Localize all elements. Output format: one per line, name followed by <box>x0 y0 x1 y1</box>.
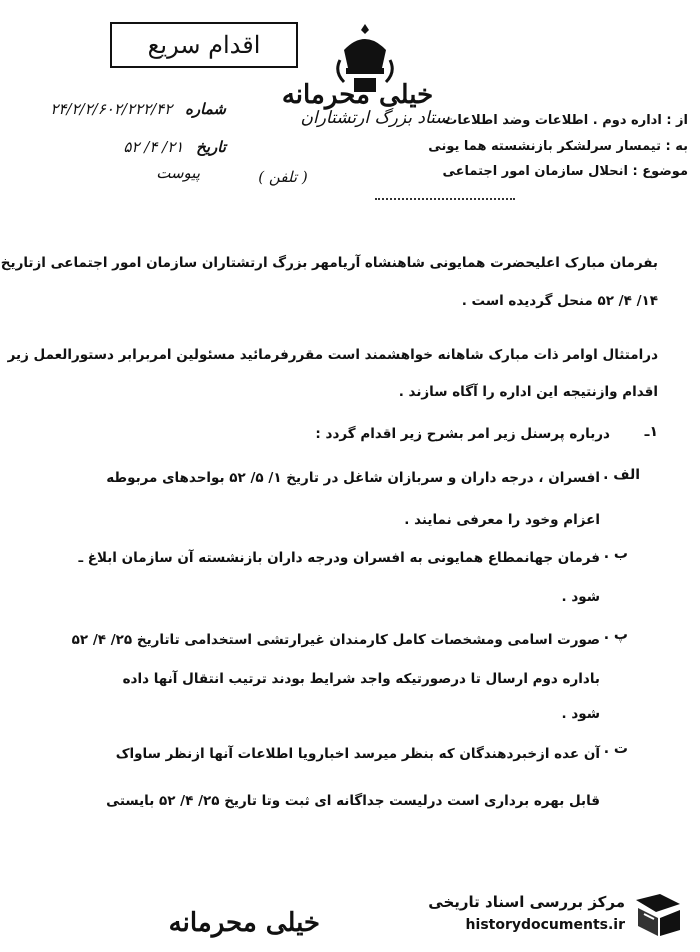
archive-url: historydocuments.ir <box>465 917 625 933</box>
date-value: ۲۱/ ۴/ ۵۲ <box>123 138 184 156</box>
clause-a-line-2: اعزام وخود را معرفی نمایند . <box>404 512 600 528</box>
clause-p-mark: پ . <box>603 627 628 643</box>
clause-a-line-1: افسران ، درجه داران و سربازان شاغل در تاریخ ۱/ ۵/ ۵۲ بواحدهای مربوطه <box>106 470 600 486</box>
clause-a-mark: الف . <box>603 467 640 483</box>
paragraph-2-line-1: درامتثال اوامر ذات مبارک شاهانه خواهشمند است مقررفرمائید مسئولین امربرابر دستورالعمل زیر <box>7 347 658 363</box>
clause-p-line-1: صورت اسامی ومشخصات کامل کارمندان غیرارتشی استخدامی تاتاریخ ۲۵/ ۴/ ۵۲ <box>71 632 600 648</box>
date-label: تاریخ <box>196 138 226 156</box>
phone-label: ( تلفن ) <box>258 168 308 186</box>
clause-t-line-2: قابل بهره برداری است درلیست جداگانه ای ثبت وتا تاریخ ۲۵/ ۴/ ۵۲ بایستی <box>106 793 600 809</box>
to-line: به : تیمسار سرلشکر بازنشسته هما یونی <box>428 139 688 154</box>
header-divider <box>375 198 515 200</box>
clause-b-line-1: فرمان جهانمطاع همایونی به افسران ودرجه داران بازنشسته آن سازمان ابلاغ ـ <box>78 550 600 566</box>
item-1-number: ۱ـ <box>644 424 658 440</box>
paragraph-1-line-1: بفرمان مبارک اعلیحضرت همایونی شاهنشاه آریامهر بزرگ ارتشتاران سازمان امور اجتماعی ازتاریخ <box>0 255 658 271</box>
from-line: از : اداره دوم . اطلاعات وضد اطلاعات <box>444 113 688 128</box>
paragraph-1-line-2: ۱۴/ ۴/ ۵۲ منحل گردیده است . <box>461 293 658 309</box>
letter-date-line <box>30 138 226 156</box>
number-value: ۲۴/۲/۲/۶۰۲/۲۲۲/۴۲ <box>50 100 173 118</box>
archive-center-name: مرکز بررسی اسناد تاریخی <box>428 893 625 911</box>
clause-b-mark: ب . <box>603 546 628 562</box>
clause-t-line-1: آن عده ازخبردهندگان که بنظر میرسد اخبارویا اطلاعات آنها ازنظر ساواک <box>115 746 600 762</box>
item-1-text: درباره پرسنل زیر امر بشرح زیر اقدام گردد : <box>315 426 610 442</box>
bottom-classification-stamp: خیلی محرمانه <box>168 908 320 938</box>
clause-p-line-2: باداره دوم ارسال تا درصورتیکه واجد شرایط بودند ترتیب انتقال آنها داده <box>122 671 600 687</box>
urgent-stamp: اقدام سریع <box>110 22 298 68</box>
classification-stamp: خیلی محرمانه <box>281 80 434 110</box>
headquarters-title: ستاد بزرگ ارتشتاران <box>300 108 450 128</box>
clause-p-line-3: شود . <box>561 706 600 722</box>
number-label: شماره <box>185 100 226 118</box>
archive-logo-icon <box>630 890 686 940</box>
subject-line: موضوع : انحلال سازمان امور اجتماعی <box>442 164 688 179</box>
clause-b-line-2: شود . <box>561 589 600 605</box>
attachment-label: پیوست <box>156 164 200 182</box>
letter-number-line <box>6 100 226 118</box>
clause-t-mark: ت . <box>603 741 628 757</box>
paragraph-2-line-2: اقدام وازنتیجه این اداره را آگاه سازند . <box>398 384 658 400</box>
